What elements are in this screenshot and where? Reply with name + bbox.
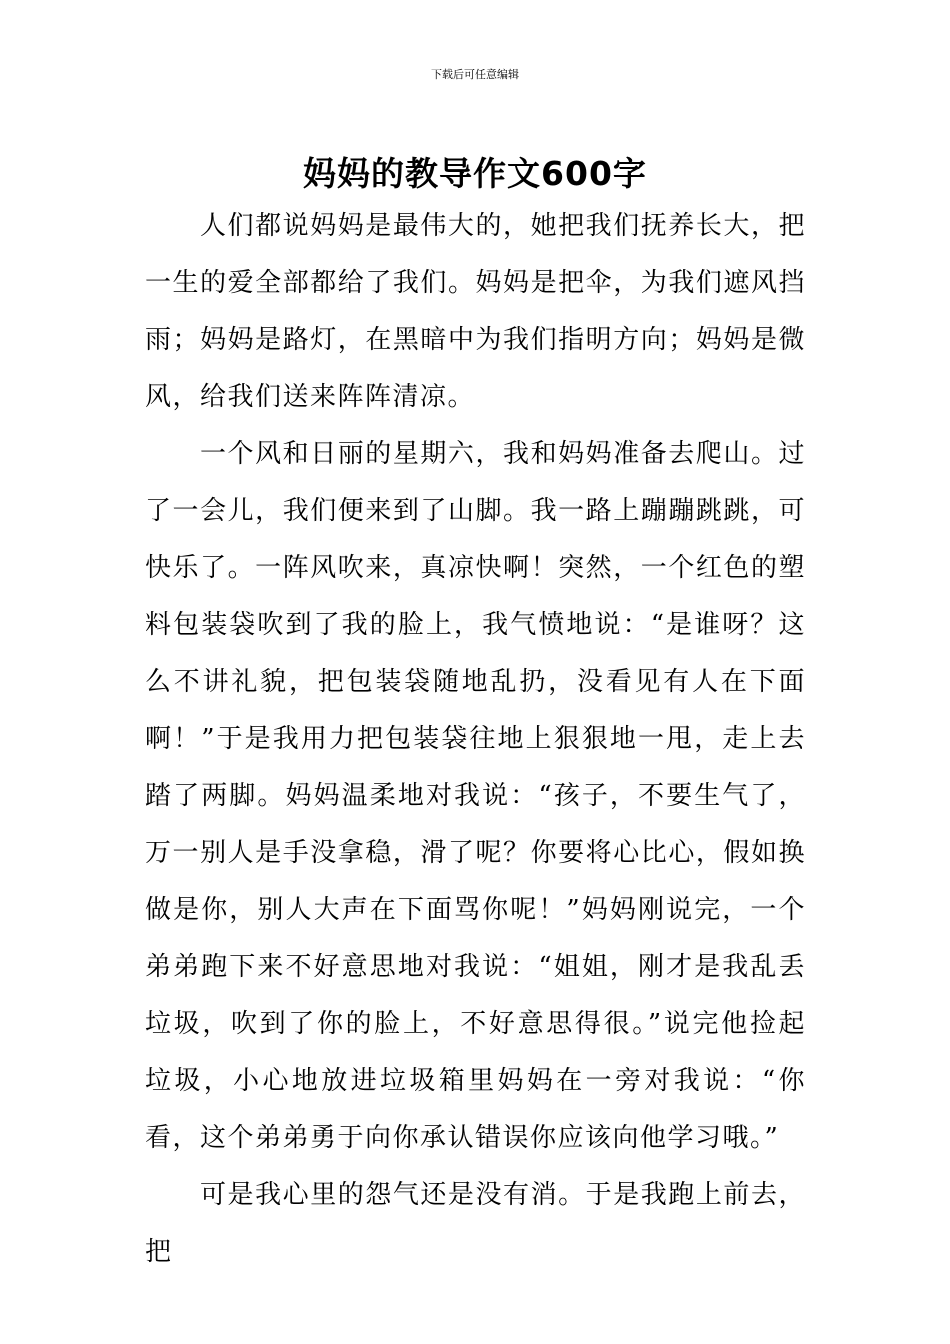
page-header-note: 下载后可任意编辑 — [431, 68, 519, 81]
paragraph-1: 人们都说妈妈是最伟大的，她把我们抚养长大，把一生的爱全部都给了我们。妈妈是把伞，为我们遮风挡雨；妈妈是路灯，在黑暗中为我们指明方向；妈妈是微风，给我们送来阵阵清凉。 — [145, 211, 806, 412]
paragraph-3: 可是我心里的怨气还是没有消。于是我跑上前去，把 — [145, 1180, 806, 1267]
page-title: 妈妈的教导作文600字 — [303, 154, 647, 194]
paragraph-2: 一个风和日丽的星期六，我和妈妈准备去爬山。过了一会儿，我们便来到了山脚。我一路上蹦蹦跳跳，可快乐了。一阵风吹来，真凉快啊！突然，一个红色的塑料包装袋吹到了我的脸上，我气愤地说：“是谁呀？这么不讲礼貌，把包装袋随地乱扔，没看见有人在下面啊！”于是我用力把包装袋往地上狠狠地一甩，走上去踏了两脚。妈妈温柔地对我说：“孩子，不要生气了，万一别人是手没拿稳，滑了呢？你要将心比心，假如换做是你，别人大声在下面骂你呢！”妈妈刚说完，一个弟弟跑下来不好意思地对我说：“姐姐，刚才是我乱丢垃圾，吹到了你的脸上，不好意思得很。”说完他捡起垃圾，小心地放进垃圾箱里妈妈在一旁对我说：“你看，这个弟弟勇于向你承认错误你应该向他学习哦。” — [145, 439, 806, 1153]
essay-body — [145, 198, 806, 1281]
